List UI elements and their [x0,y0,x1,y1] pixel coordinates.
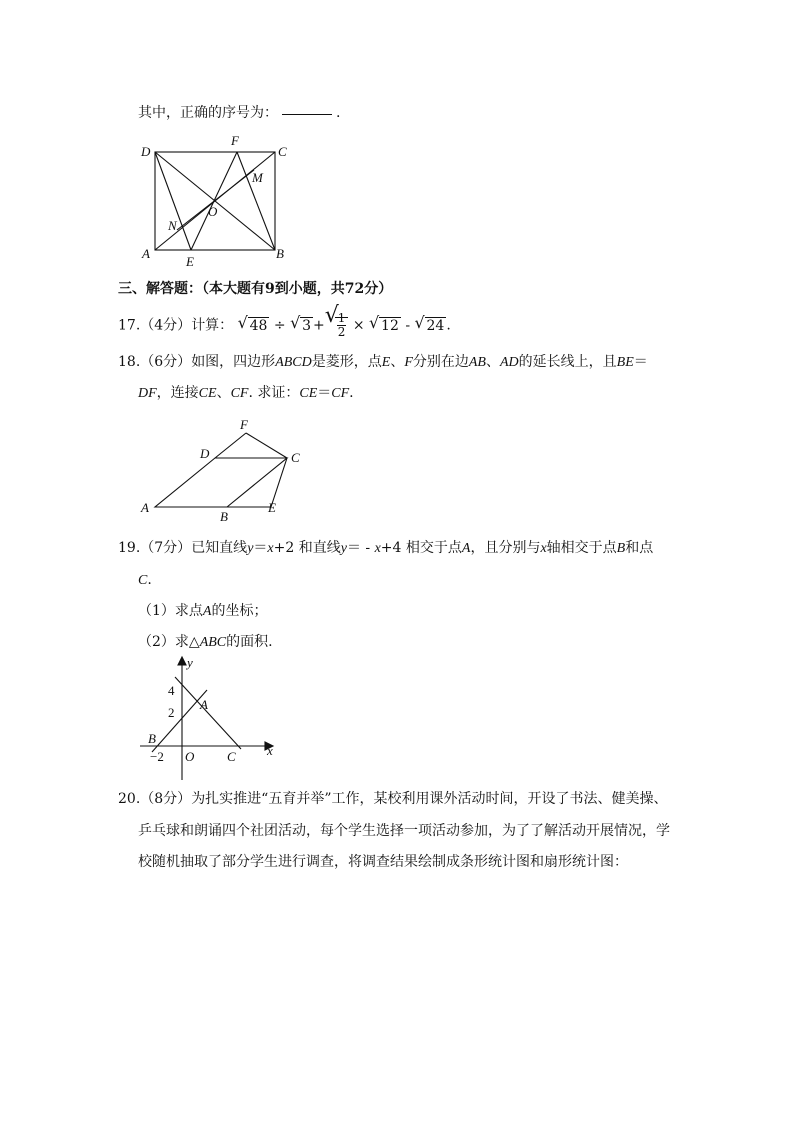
q18-text: 的延长线上，且 [518,354,617,370]
label-c: C [278,144,287,159]
q17-op1: ÷ [273,317,286,334]
q17-sqrt-24: √ 24 [414,312,445,334]
q19-var: x [267,541,274,556]
q17-lead: 计算： [191,317,234,334]
q18-line-1 [118,352,648,373]
tick-4: 4 [168,683,175,698]
q18-text: ＝ [317,385,332,401]
q18-var: BE [616,355,634,370]
q19-sub-1 [138,601,267,622]
q19-text: ＝ [253,540,268,556]
q18-text: 、 [390,354,405,370]
label-f: F [240,417,248,432]
q17-frac-den: 2 [337,325,346,339]
q19-text: . [147,572,152,588]
q18-text: ＝ [633,354,648,370]
q18-number: 18. [118,354,141,370]
q18-var: CF [331,386,350,401]
label-e: E [268,500,276,515]
q20-text: 为扎实推进“五育并举”工作，某校利用课外活动时间，开设了书法、健美操、 [191,791,668,807]
q19-text: +4 相交于点 [380,540,462,556]
q20-number: 20. [118,791,141,807]
q17-op2: + [313,317,325,334]
label-b: B [220,509,228,524]
q19-sub-2 [138,632,273,653]
q18-text: . 求证： [248,385,300,401]
q18-var: AD [499,355,519,370]
q18-score: （6分） [140,354,192,370]
line-y-eq-x-plus-2 [152,690,207,752]
segment-cf [246,433,287,458]
label-f: F [231,133,239,148]
q20-score: （8分） [140,791,192,807]
q18-text: 分别在边 [412,354,469,370]
q18-line-2 [138,383,354,404]
label-a: A [142,246,150,261]
q19-var: B [616,541,626,556]
q18-text: 是菱形，点 [311,354,382,370]
q18-var: DF [138,386,157,401]
label-e: E [186,254,194,269]
q19-text: 和点 [625,540,654,556]
q17-op3: × [352,317,365,334]
section-3-heading: 三、解答题：（本大题有9到小题，共72分） [118,281,393,297]
label-o: O [185,749,195,764]
q17-sqrt-half: √ $\frac{1}{2}$ [325,312,349,339]
q19-line-1 [118,538,653,559]
q18-text: ，连接 [156,385,199,401]
segment-df [215,433,246,458]
y-axis-arrow [178,657,186,665]
q19-line-2 [138,570,152,591]
q18-var: CE [299,386,318,401]
rectangle-figure [130,130,300,270]
q19-var: C [138,573,148,588]
tick-minus-2: −2 [150,749,164,764]
q17-sqrt-3: √ 3 [290,312,312,334]
q17-score: （4分） [140,317,192,334]
q19-var: x [540,541,547,556]
q18-text: . [349,385,354,401]
rhombus-figure [135,415,315,525]
label-d: D [200,446,210,461]
q18-var: CF [230,386,249,401]
q19-score: （7分） [140,540,192,556]
q18-text: 、 [216,385,231,401]
tick-2: 2 [168,705,175,720]
q18-var: AB [468,355,486,370]
q19-number: 19. [118,540,141,556]
q19-text: （1）求点 [138,603,203,619]
label-b: B [148,731,156,746]
axis-label-x: x [267,743,273,758]
q19-text: 轴相交于点 [546,540,617,556]
line-y-eq-neg-x-plus-4 [175,677,241,749]
label-a: A [141,500,149,515]
q20-line-2: 乒乓球和朗诵四个社团活动，每个学生选择一项活动参加，为了了解活动开展情况，学 [138,823,670,839]
q17-sqrt-12: √ 12 [369,312,399,334]
q17-end: . [446,317,451,334]
label-c: C [227,749,236,764]
q19-var: A [461,541,471,556]
q16-answer-blank [282,114,332,115]
q17-line [118,303,451,339]
q18-var: E [381,355,391,370]
q19-var: A [202,604,212,619]
label-b: B [276,246,284,261]
q18-text: 如图，四边形 [191,354,276,370]
q19-text: 已知直线 [191,540,248,556]
q18-text: 、 [485,354,500,370]
q19-text: ，且分别与 [470,540,541,556]
q17-sqrt-48: √ 48 [237,312,268,334]
q16-suffix: . [336,105,341,121]
label-c: C [291,450,300,465]
label-n: N [168,218,177,233]
axis-label-y: y [187,655,193,670]
q19-text: ＝ - [346,540,375,556]
q19-var: ABC [199,635,227,650]
q20-line-3: 校随机抽取了部分学生进行调查，将调查结果绘制成条形统计图和扇形统计图： [138,854,628,870]
q19-var: y [247,541,254,556]
q20-line-1 [118,789,668,809]
q17-op4: - [405,317,411,334]
q18-var: ABCD [275,355,312,370]
label-a: A [200,697,208,712]
coordinate-figure [135,655,285,785]
q19-text: 的面积. [226,634,273,650]
q16-answer-line [138,103,340,123]
q17-frac-num: 1 [337,311,346,325]
q19-text: 的坐标； [211,603,268,619]
q19-text: （2）求△ [138,634,200,650]
q18-var: F [404,355,413,370]
q17-number: 17. [118,317,141,334]
label-d: D [141,144,151,159]
q16-prefix: 其中，正确的序号为： [138,105,278,121]
q19-var: x [374,541,381,556]
label-o: O [208,204,218,219]
q19-var: y [340,541,347,556]
segment-fb [237,152,275,250]
label-m: M [252,170,263,185]
q19-text: +2 和直线 [273,540,341,556]
q18-var: CE [198,386,217,401]
